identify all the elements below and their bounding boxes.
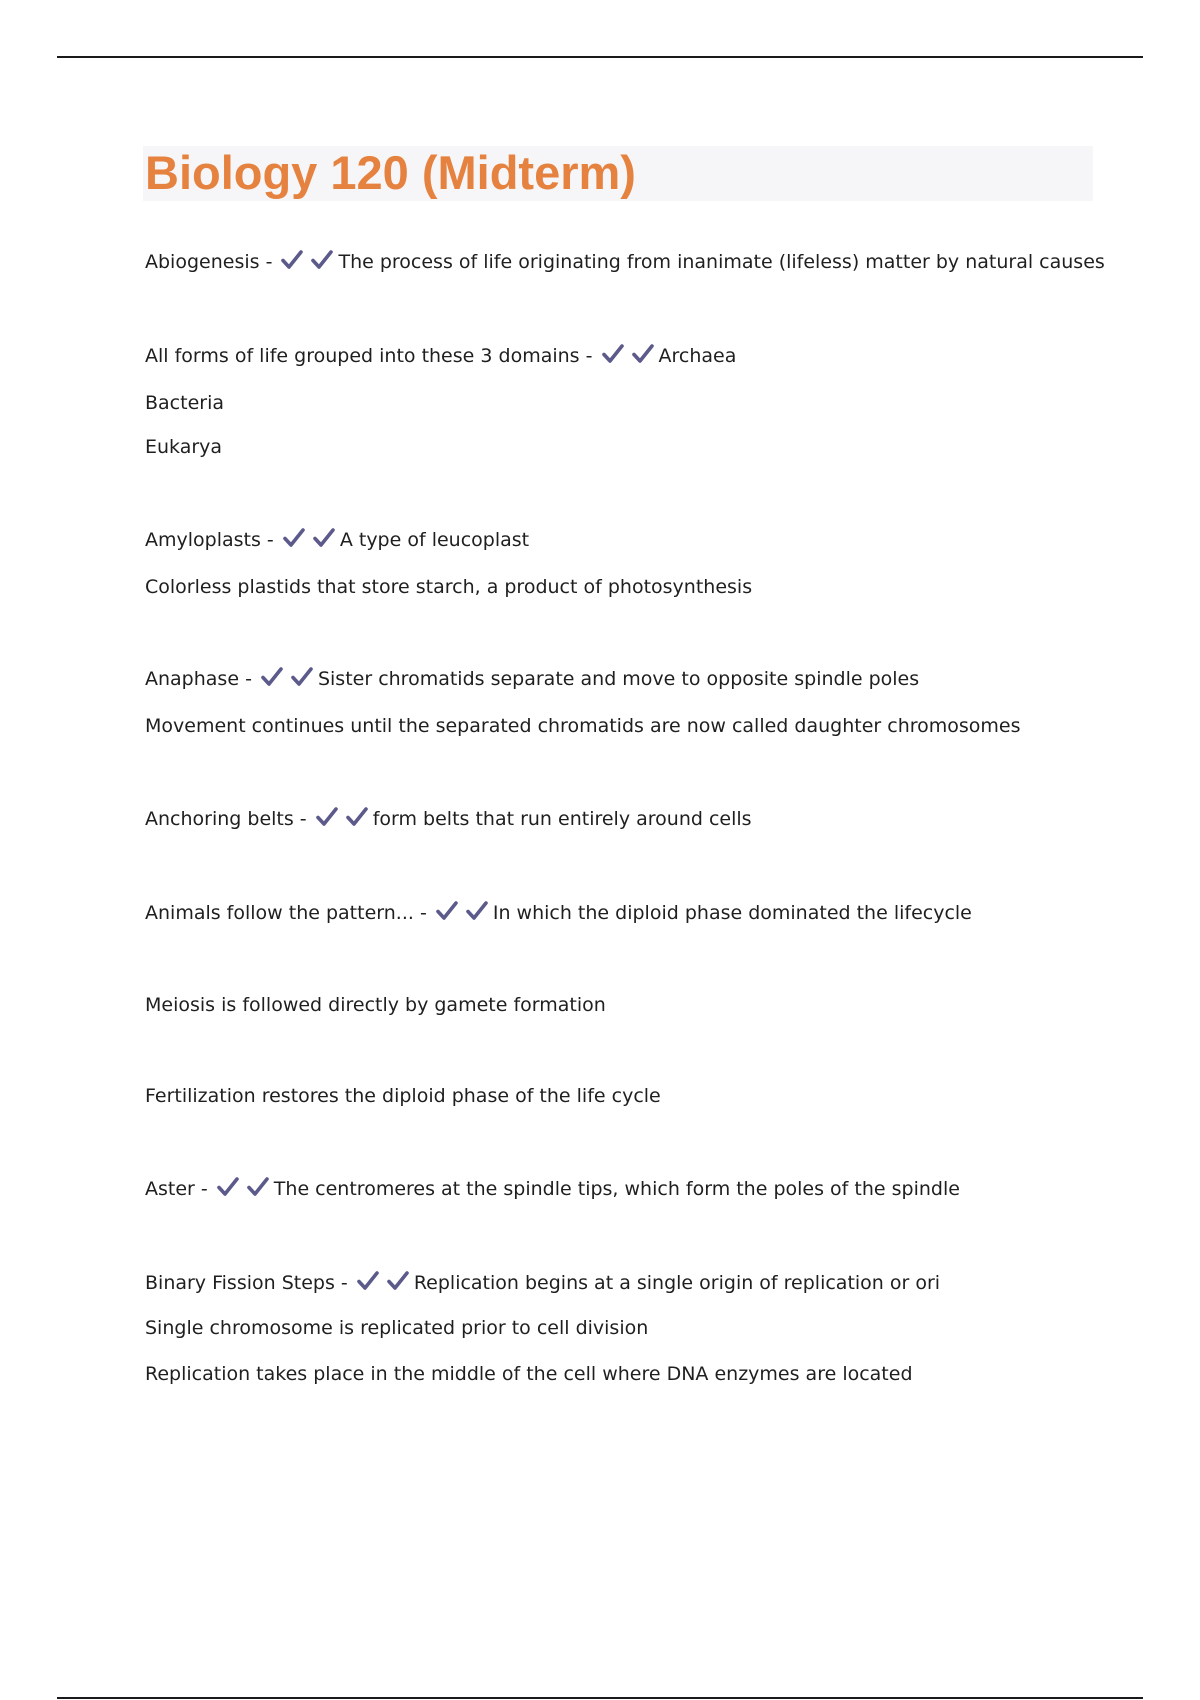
entry-term: Anchoring belts: [145, 808, 294, 830]
entry-extra-line: Replication takes place in the middle of the cell where DNA enzymes are located: [145, 1363, 913, 1385]
entry-amyloplasts: [145, 527, 529, 556]
entry-binary-fission: [145, 1270, 940, 1299]
entry-definition: The process of life originating from inanimate (lifeless) matter by natural causes: [338, 251, 1105, 273]
page-title: Biology 120 (Midterm): [145, 146, 636, 199]
entry-anchoring-belts: [145, 806, 752, 835]
entry-term: All forms of life grouped into these 3 domains: [145, 345, 580, 367]
entry-extra-line: Meiosis is followed directly by gamete formation: [145, 994, 606, 1016]
entry-separator: -: [293, 808, 313, 830]
entry-definition: form belts that run entirely around cells: [372, 808, 752, 830]
entry-separator: -: [579, 345, 599, 367]
entry-term: Binary Fission Steps: [145, 1272, 335, 1294]
entry-abiogenesis: [145, 249, 1105, 278]
double-check-icon: [282, 527, 336, 556]
bottom-rule: [57, 1697, 1143, 1699]
entry-definition: In which the diploid phase dominated the lifecycle: [492, 902, 972, 924]
top-rule: [57, 56, 1143, 58]
entry-extra-line: Single chromosome is replicated prior to cell division: [145, 1317, 649, 1339]
entry-separator: -: [194, 1178, 214, 1200]
entry-term: Anaphase: [145, 668, 240, 690]
entry-anaphase: [145, 666, 919, 695]
entry-extra-line: Eukarya: [145, 436, 223, 458]
entry-extra-line: Movement continues until the separated chromatids are now called daughter chromosomes: [145, 715, 1021, 737]
entry-term: Aster: [145, 1178, 195, 1200]
entry-definition: Sister chromatids separate and move to opposite spindle poles: [317, 668, 920, 690]
entry-definition: A type of leucoplast: [339, 529, 530, 551]
double-check-icon: [216, 1176, 270, 1205]
double-check-icon: [435, 900, 489, 929]
entry-extra-line: Bacteria: [145, 392, 224, 414]
entry-aster: [145, 1176, 960, 1205]
entry-extra-line: Colorless plastids that store starch, a product of photosynthesis: [145, 576, 753, 598]
entry-separator: -: [260, 529, 280, 551]
entry-separator: -: [239, 668, 258, 690]
double-check-icon: [280, 249, 334, 278]
entry-term: Amyloplasts: [145, 529, 261, 551]
entry-domains: [145, 343, 736, 372]
double-check-icon: [260, 666, 314, 695]
entry-separator: -: [259, 251, 279, 273]
entry-definition: Archaea: [658, 345, 737, 367]
entry-term: Animals follow the pattern...: [145, 902, 414, 924]
entry-separator: -: [334, 1272, 354, 1294]
entry-term: Abiogenesis: [145, 251, 260, 273]
entry-separator: -: [413, 902, 433, 924]
double-check-icon: [315, 806, 369, 835]
double-check-icon: [356, 1270, 410, 1299]
entry-definition: The centromeres at the spindle tips, which form the poles of the spindle: [273, 1178, 960, 1200]
entry-extra-line: Fertilization restores the diploid phase of the life cycle: [145, 1085, 661, 1107]
entry-animals-pattern: [145, 900, 972, 929]
entry-definition: Replication begins at a single origin of replication or ori: [413, 1272, 941, 1294]
double-check-icon: [601, 343, 655, 372]
